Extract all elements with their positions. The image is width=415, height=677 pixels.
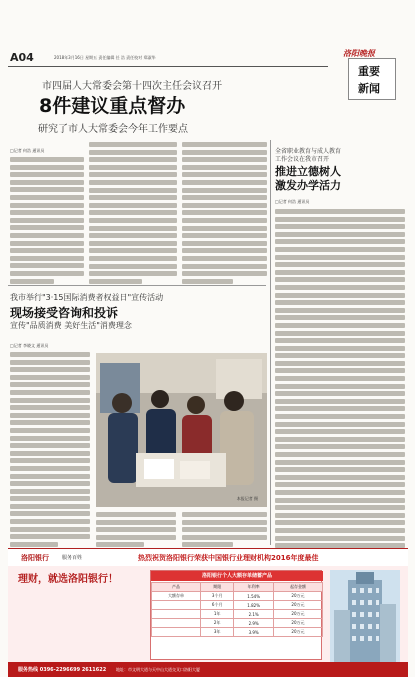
lead-subheadline: 研究了市人大常委会今年工作要点 (38, 124, 188, 135)
table-cell: 20万元 (273, 601, 322, 610)
lead-byline: □记者 何浩 通讯员 (10, 148, 45, 153)
table-cell: 1.82% (234, 601, 274, 610)
story-divider (8, 285, 266, 286)
lead-kicker: 市四届人大常委会第十四次主任会议召开 (42, 81, 222, 92)
right-kicker-line2: 工作会议在我市召开 (275, 156, 330, 163)
table-cell (152, 601, 201, 610)
table-cell (152, 619, 201, 628)
ad-bank-name: 洛阳银行 (21, 554, 49, 562)
table-header: 产品 (152, 583, 201, 592)
header-rule (8, 66, 328, 67)
ad-headline: 理财，就选洛阳银行！ (18, 574, 118, 585)
ad-hotline: 服务热线 0396-2296699 2611622 (18, 667, 107, 673)
table-row (152, 619, 323, 628)
bank-advertisement (8, 548, 408, 677)
lead-text-col-1 (10, 157, 84, 286)
story2-subheadline: 宣传"品质消费 美好生活"消费理念 (10, 321, 132, 330)
right-byline: □记者 何浩 通讯员 (275, 199, 310, 204)
table-cell: 20万元 (273, 619, 322, 628)
story2-text-col-2 (96, 512, 176, 550)
table-row (152, 628, 323, 637)
table-cell: 20万元 (273, 610, 322, 619)
story2-kicker: 我市举行"3·15国际消费者权益日"宣传活动 (10, 293, 164, 302)
right-text-body (275, 209, 405, 574)
table-row (152, 601, 323, 610)
right-kicker (275, 148, 341, 164)
table-cell: 20万元 (273, 592, 322, 601)
table-header: 年利率 (234, 583, 274, 592)
lead-text-col-3 (182, 142, 267, 286)
section-label (348, 58, 396, 100)
ad-top-bar (8, 550, 408, 565)
page-number: A04 (10, 51, 34, 64)
story2-text-col-3 (182, 512, 267, 550)
story2-text-col-1 (10, 352, 90, 549)
ad-address: 地址：市文明大道与天中山大道交叉口洛阳大厦 (116, 667, 200, 672)
ad-footer-bar (8, 662, 408, 677)
deposit-table-title: 洛阳银行个人大额存单储蓄产品 (151, 571, 323, 581)
column-divider (270, 140, 271, 545)
table-cell: 1年 (201, 610, 234, 619)
table-row (152, 610, 323, 619)
story2-headline: 现场接受咨询和投诉 (10, 306, 119, 320)
table-cell: 6个月 (201, 601, 234, 610)
section-label-line1: 重要 (358, 65, 380, 78)
table-cell: 20万元 (273, 628, 322, 637)
table-header: 期限 (201, 583, 234, 592)
right-kicker-line1: 全省职业教育与成人教育 (275, 148, 342, 155)
ad-slogan: 服务百姓 (62, 555, 83, 561)
lead-text-col-2 (89, 142, 177, 286)
table-cell: 3.9% (234, 628, 274, 637)
lead-headline: 8件建议重点督办 (39, 95, 186, 117)
table-cell: 2.1% (234, 610, 274, 619)
right-headline-line1: 推进立德树人 (275, 165, 341, 178)
date-editor-line: 2018年3月16日 星期五 责任编辑 任 浩 责任校对 郑淑华 (54, 55, 156, 60)
table-cell: 3年 (201, 628, 234, 637)
table-cell: 2.9% (234, 619, 274, 628)
table-row (152, 592, 323, 601)
ad-body (8, 566, 408, 662)
news-photo (96, 353, 267, 507)
right-headline (275, 165, 341, 193)
bank-building-illustration (330, 570, 400, 662)
table-cell (152, 628, 201, 637)
table-cell: 2年 (201, 619, 234, 628)
right-headline-line2: 激发办学活力 (275, 179, 341, 192)
table-cell: 大额存单 (152, 592, 201, 601)
section-label-line2: 新闻 (358, 82, 380, 95)
photo-caption: 本报记者 摄 (236, 496, 258, 501)
deposit-rate-table (150, 570, 322, 660)
table-header: 起存金额 (273, 583, 322, 592)
ad-greeting: 热烈祝贺洛阳银行荣获中国银行业理财机构2016年度最佳 (138, 554, 319, 562)
table-cell: 3个月 (201, 592, 234, 601)
table-cell: 1.54% (234, 592, 274, 601)
table-cell (152, 610, 201, 619)
newspaper-logo: 洛阳晚报 (343, 48, 375, 58)
story2-byline: □记者 李晓文 通讯员 (10, 343, 49, 348)
deposit-table-grid (151, 582, 323, 637)
news-photo-image (96, 353, 267, 507)
